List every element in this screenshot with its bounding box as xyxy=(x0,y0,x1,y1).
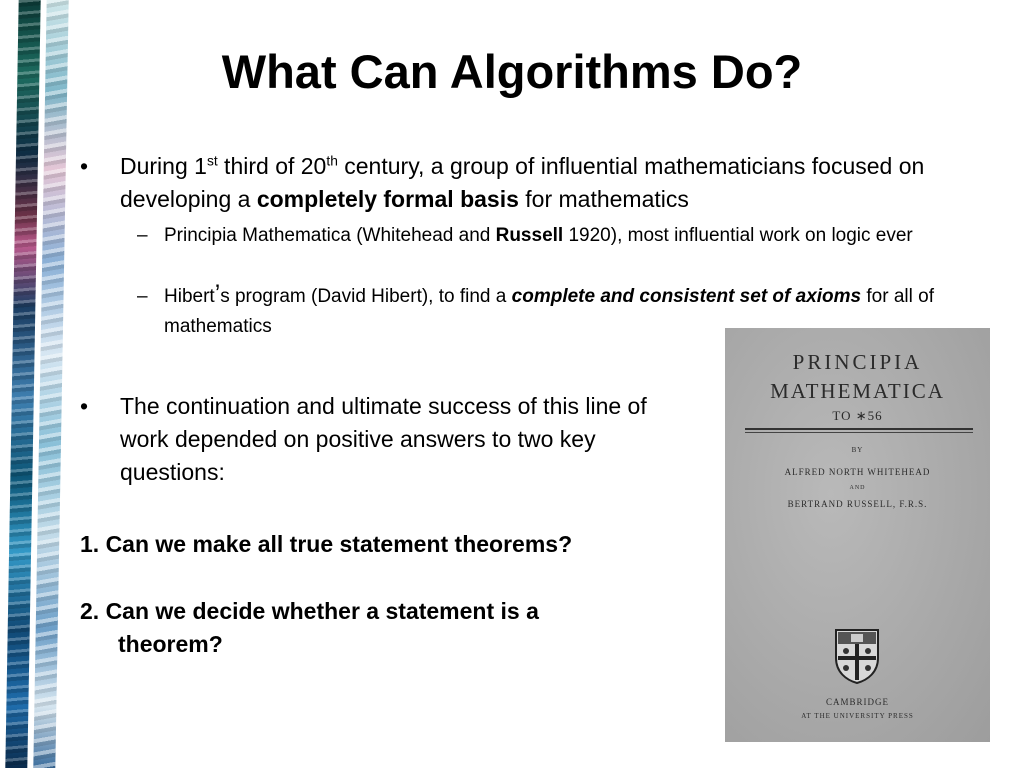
subbullet-marker: – xyxy=(137,286,148,307)
text-run: 1920), most influential work on logic ever xyxy=(563,225,913,246)
cover-rule xyxy=(745,428,973,430)
text-run: third of 20 xyxy=(217,153,327,179)
question-2-line-1: 2. Can we decide whether a statement is a xyxy=(80,598,539,624)
cover-title-line-2: MATHEMATICA xyxy=(770,379,945,403)
text-run: Principia Mathematica (Whitehead and xyxy=(164,225,496,246)
bullet-marker: • xyxy=(80,153,89,179)
bold-italic-phrase: complete and consistent set of axioms xyxy=(511,286,862,307)
slide-title: What Can Algorithms Do? xyxy=(221,45,803,98)
cover-by: BY xyxy=(851,446,864,454)
text-run: for all of mathematics xyxy=(164,286,934,337)
question-2-line-2: theorem? xyxy=(118,631,223,657)
superscript: th xyxy=(326,153,338,169)
subbullet-marker: – xyxy=(137,225,148,246)
bold-phrase: Russell xyxy=(495,225,564,246)
cover-author-2: BERTRAND RUSSELL, F.R.S. xyxy=(787,499,928,509)
text-run: s program (David Hibert), to find a xyxy=(220,286,512,307)
university-crest-icon xyxy=(834,628,880,684)
cover-volume: TO ∗56 xyxy=(832,408,883,423)
text-run: During 1 xyxy=(120,153,207,179)
bullet-text: The continuation and ultimate success of this line of work depended on positive answers to two key questions: xyxy=(120,393,647,485)
cover-publisher: CAMBRIDGE xyxy=(825,697,889,707)
cover-and: AND xyxy=(849,485,866,491)
question-2 xyxy=(80,595,539,657)
bullet-text xyxy=(120,150,1000,216)
text-run: for mathematics xyxy=(518,186,689,212)
cover-rule xyxy=(745,432,973,433)
text-run: century, a group of influential mathematicians focused on developing a xyxy=(120,153,925,212)
subbullet-text xyxy=(164,221,964,251)
question-1: 1. Can we make all true statement theorems? xyxy=(80,531,573,557)
superscript: st xyxy=(206,153,218,169)
text-run: Hibert xyxy=(164,286,215,307)
bold-phrase: completely formal basis xyxy=(256,186,519,212)
cover-press: AT THE UNIVERSITY PRESS xyxy=(801,712,914,720)
bullet-marker: • xyxy=(80,393,89,419)
apostrophe: ’ xyxy=(214,281,221,308)
cover-author-1: ALFRED NORTH WHITEHEAD xyxy=(784,467,931,477)
cover-title-line-1: PRINCIPIA xyxy=(792,350,923,374)
principia-mathematica-cover-image xyxy=(725,328,990,742)
